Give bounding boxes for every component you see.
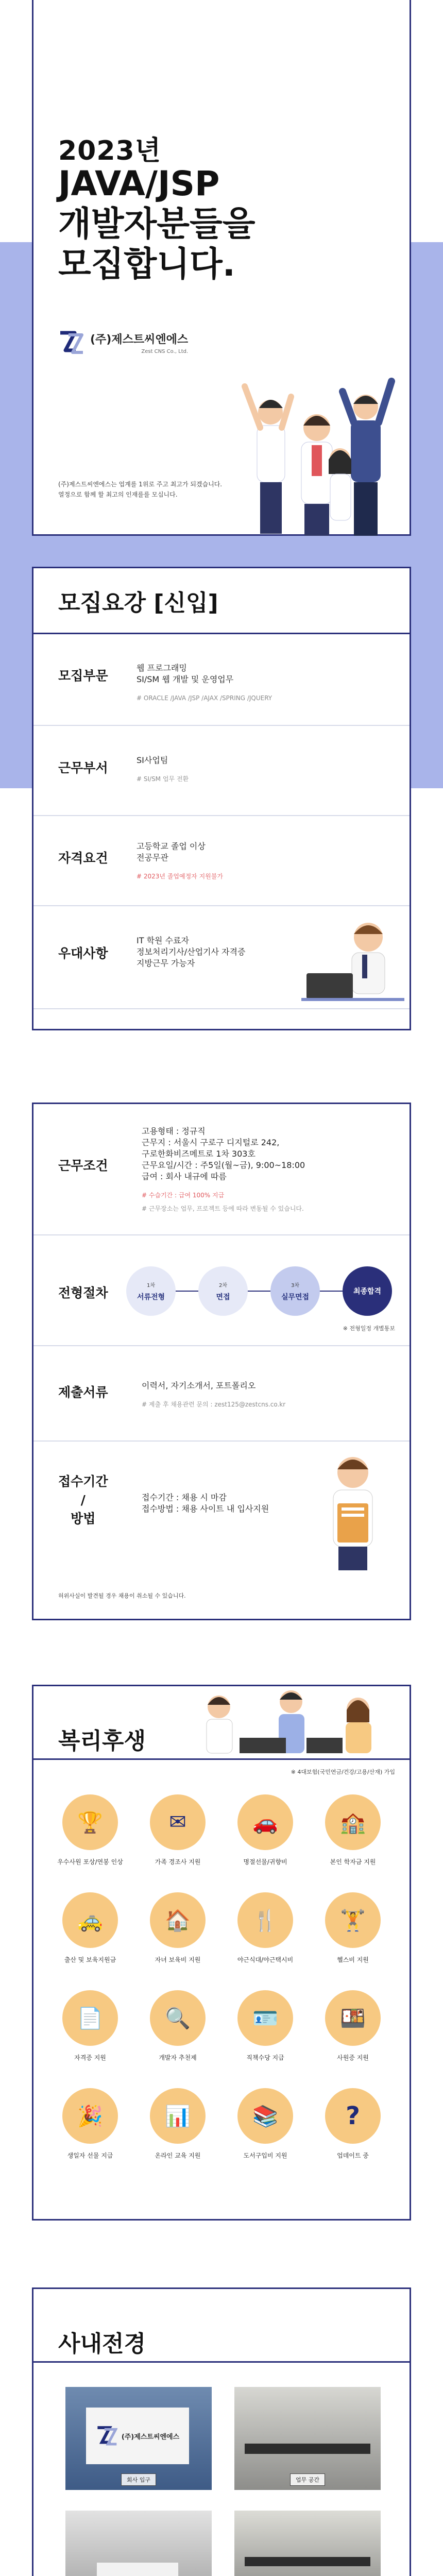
row-body <box>137 755 189 785</box>
row-note-highlight: # 2023년 졸업예정자 지원불가 <box>137 873 223 880</box>
step-name: 면접 <box>216 1293 230 1301</box>
id-card-icon: 🪪 <box>237 1990 293 2046</box>
entrance-sign <box>86 2408 189 2464</box>
recruit-row-dept <box>33 726 410 816</box>
fork-knife-icon: 🍴 <box>237 1892 293 1948</box>
taxi-icon: 🚕 <box>62 1892 118 1948</box>
row-line: 접수기간 : 채용 시 마감 <box>142 1493 227 1502</box>
dumbbell-icon: 🏋 <box>325 1892 381 1948</box>
benefit-label: 업데이트 중 <box>337 2152 369 2159</box>
step-final <box>343 1266 392 1316</box>
row-label: 근무조건 <box>58 1158 108 1173</box>
benefit-item <box>319 1794 386 1866</box>
row-body <box>142 1492 269 1515</box>
row-note: # SI/SM 업무 전환 <box>137 775 189 783</box>
hero-card <box>32 0 411 536</box>
question-icon: ? <box>325 2088 381 2144</box>
benefit-item <box>144 1794 211 1866</box>
book-icon: 📚 <box>237 2088 293 2144</box>
step-name: 최종합격 <box>353 1287 382 1296</box>
process-footnote: ※ 전형일정 개별통보 <box>343 1325 395 1332</box>
photo-caption: 업무 공간 <box>290 2473 325 2486</box>
row-line: 접수방법 : 채용 사이트 내 입사지원 <box>142 1504 269 1514</box>
company-name-en: Zest CNS Co., Ltd. <box>141 349 189 354</box>
photo-training-room <box>234 2511 381 2576</box>
row-line: 근무요일/시간 : 주5일(월~금), 9:00~18:00 <box>142 1160 305 1170</box>
car-icon: 🚗 <box>237 1794 293 1850</box>
benefit-item <box>57 2088 124 2160</box>
sign-text: (주)제스트씨엔에스 <box>121 2433 180 2441</box>
benefit-label: 사원증 지원 <box>337 2054 369 2061</box>
work-conditions-row <box>33 1104 410 1235</box>
benefit-item <box>232 1794 299 1866</box>
row-body <box>142 1126 305 1214</box>
hero-year: 2023년 <box>58 135 161 166</box>
recruit-row-qualification <box>33 816 410 906</box>
step-number: 1차 <box>146 1282 156 1289</box>
gallery-section <box>32 2287 411 2576</box>
benefits-section <box>32 1685 411 2221</box>
benefit-label: 출산 및 보육지원금 <box>64 1956 116 1963</box>
benefit-label: 가족 경조사 지원 <box>155 1858 201 1866</box>
zest-logo-icon <box>58 330 84 355</box>
benefit-item <box>232 1990 299 2062</box>
step-number: 2차 <box>218 1282 228 1289</box>
cheering-team-illustration <box>234 350 404 536</box>
school-icon: 🏫 <box>325 1794 381 1850</box>
insurance-note: ※ 4대보험(국민연금/건강/고용/산재) 가입 <box>291 1769 395 1775</box>
photo-workspace <box>234 2387 381 2490</box>
row-line: 정보처리기사/산업기사 자격증 <box>137 947 246 957</box>
photo-conference-room <box>65 2511 212 2576</box>
row-line: 근무지 : 서울시 구로구 디지털로 242, <box>142 1138 280 1147</box>
benefit-item <box>144 1892 211 1964</box>
row-body <box>137 841 223 882</box>
process-steps <box>126 1266 394 1323</box>
benefit-label: 자격증 지원 <box>74 2054 106 2061</box>
house-icon: 🏠 <box>150 1892 206 1948</box>
training-icon: 📊 <box>150 2088 206 2144</box>
documents-row <box>33 1346 410 1442</box>
step-number: 3차 <box>291 1282 300 1289</box>
benefit-label: 도서구입비 지원 <box>243 2152 287 2159</box>
meal-icon: 🍱 <box>325 1990 381 2046</box>
desk-shape <box>245 2444 370 2454</box>
clipboard-person-illustration <box>301 1447 404 1570</box>
row-label: 전형절차 <box>58 1285 108 1300</box>
benefit-item <box>144 2088 211 2160</box>
step-practical-interview <box>270 1266 320 1316</box>
row-note: # ORACLE /JAVA /JSP /AJAX /SPRING /JQUERY <box>137 694 272 702</box>
benefit-label: 생일자 선물 지급 <box>67 2152 113 2159</box>
company-logo <box>58 330 188 355</box>
certificate-icon: 📄 <box>62 1990 118 2046</box>
desk-shape <box>245 2557 370 2566</box>
photo-caption: 회사 입구 <box>121 2473 156 2486</box>
benefit-label: 온라인 교육 지원 <box>155 2152 201 2159</box>
benefit-item <box>57 1794 124 1866</box>
row-line: 이력서, 자기소개서, 포트폴리오 <box>142 1381 256 1391</box>
row-line: 웹 프로그래밍 <box>137 663 187 673</box>
row-note: # 제출 후 채용관련 문의 : zest125@zestcns.co.kr <box>142 1401 286 1408</box>
apply-row <box>33 1442 410 1575</box>
benefit-label: 본인 학자금 지원 <box>330 1858 376 1866</box>
row-line: 전공무관 <box>137 853 168 862</box>
row-body <box>142 1380 285 1410</box>
benefit-label: 직책수당 지급 <box>246 2054 284 2061</box>
benefit-item <box>232 1892 299 1964</box>
recruit-section <box>32 567 411 1030</box>
laptop-worker-illustration <box>291 911 404 1004</box>
benefit-item <box>144 1990 211 2062</box>
heading-divider <box>33 2361 410 2363</box>
benefit-label: 개발자 추천제 <box>159 2054 197 2061</box>
benefit-item <box>319 1892 386 1964</box>
process-row <box>33 1235 410 1346</box>
row-body <box>137 935 245 969</box>
heading-divider <box>33 1758 410 1760</box>
row-line: 고등학교 졸업 이상 <box>137 841 206 851</box>
benefit-item <box>57 1990 124 2062</box>
benefit-label: 헬스비 지원 <box>337 1956 369 1963</box>
gallery-heading: 사내전경 <box>58 2331 146 2357</box>
photo-entrance <box>65 2387 212 2490</box>
benefit-item <box>319 2088 386 2160</box>
party-icon: 🎉 <box>62 2088 118 2144</box>
hero-title: JAVA/JSP 개발자분들을 모집합니다. <box>58 164 255 284</box>
step-name: 서류전형 <box>137 1293 165 1301</box>
benefit-label: 우수사원 포상/연봉 인상 <box>57 1858 123 1866</box>
row-line: 지방근무 가능자 <box>137 958 195 968</box>
benefits-heading: 복리후생 <box>58 1728 146 1754</box>
table-shape <box>96 2562 179 2576</box>
row-label: 접수기간 / 방법 <box>58 1474 108 1526</box>
recruit-row-field <box>33 636 410 726</box>
envelope-icon: ✉ <box>150 1794 206 1850</box>
benefit-label: 자녀 보육비 지원 <box>155 1956 201 1963</box>
benefit-label: 명절선물/귀향비 <box>243 1858 287 1866</box>
row-line: 급여 : 회사 내규에 따름 <box>142 1172 227 1181</box>
step-document <box>126 1266 176 1316</box>
zest-logo-icon <box>96 2425 117 2447</box>
hero-description: (주)제스트씨엔에스는 업계를 1위로 주고 최고가 되겠습니다. 열정으로 함께 할 최고의 인재를를 모십니다. <box>58 481 223 498</box>
benefit-label: 야근식대/야근택시비 <box>237 1956 294 1963</box>
benefit-item <box>57 1892 124 1964</box>
row-label: 근무부서 <box>58 760 108 775</box>
team-meeting-illustration <box>188 1686 394 1758</box>
row-note: # 근무장소는 업무, 프로젝트 등에 따라 변동될 수 있습니다. <box>142 1205 304 1212</box>
row-label: 제출서류 <box>58 1385 108 1400</box>
row-line: IT 학원 수료자 <box>137 936 189 945</box>
recruit-row-preference <box>33 906 410 1009</box>
row-label: 모집부문 <box>58 668 108 683</box>
row-label: 우대사항 <box>58 946 108 961</box>
row-line: SI사업팀 <box>137 755 168 765</box>
trophy-icon: 🏆 <box>62 1794 118 1850</box>
conditions-section <box>32 1103 411 1620</box>
step-interview <box>198 1266 248 1316</box>
row-line: 고용형태 : 정규직 <box>142 1126 206 1136</box>
row-line: 구로한화비즈메트로 1차 303호 <box>142 1149 255 1159</box>
step-name: 실무면접 <box>281 1293 310 1301</box>
benefit-item <box>232 2088 299 2160</box>
row-note-highlight: # 수습기간 : 급여 100% 지급 <box>142 1192 225 1199</box>
row-line: SI/SM 웹 개발 및 운영업무 <box>137 674 234 684</box>
benefit-item <box>319 1990 386 2062</box>
recruit-heading: 모집요강 [신입] <box>33 568 410 634</box>
row-body <box>137 663 272 704</box>
search-person-icon: 🔍 <box>150 1990 206 2046</box>
row-label: 자격요건 <box>58 851 108 866</box>
company-name: (주)제스트씨엔에스 <box>90 333 189 346</box>
conditions-footnote: 허위사실이 발견될 경우 채용이 취소될 수 있습니다. <box>58 1592 186 1599</box>
